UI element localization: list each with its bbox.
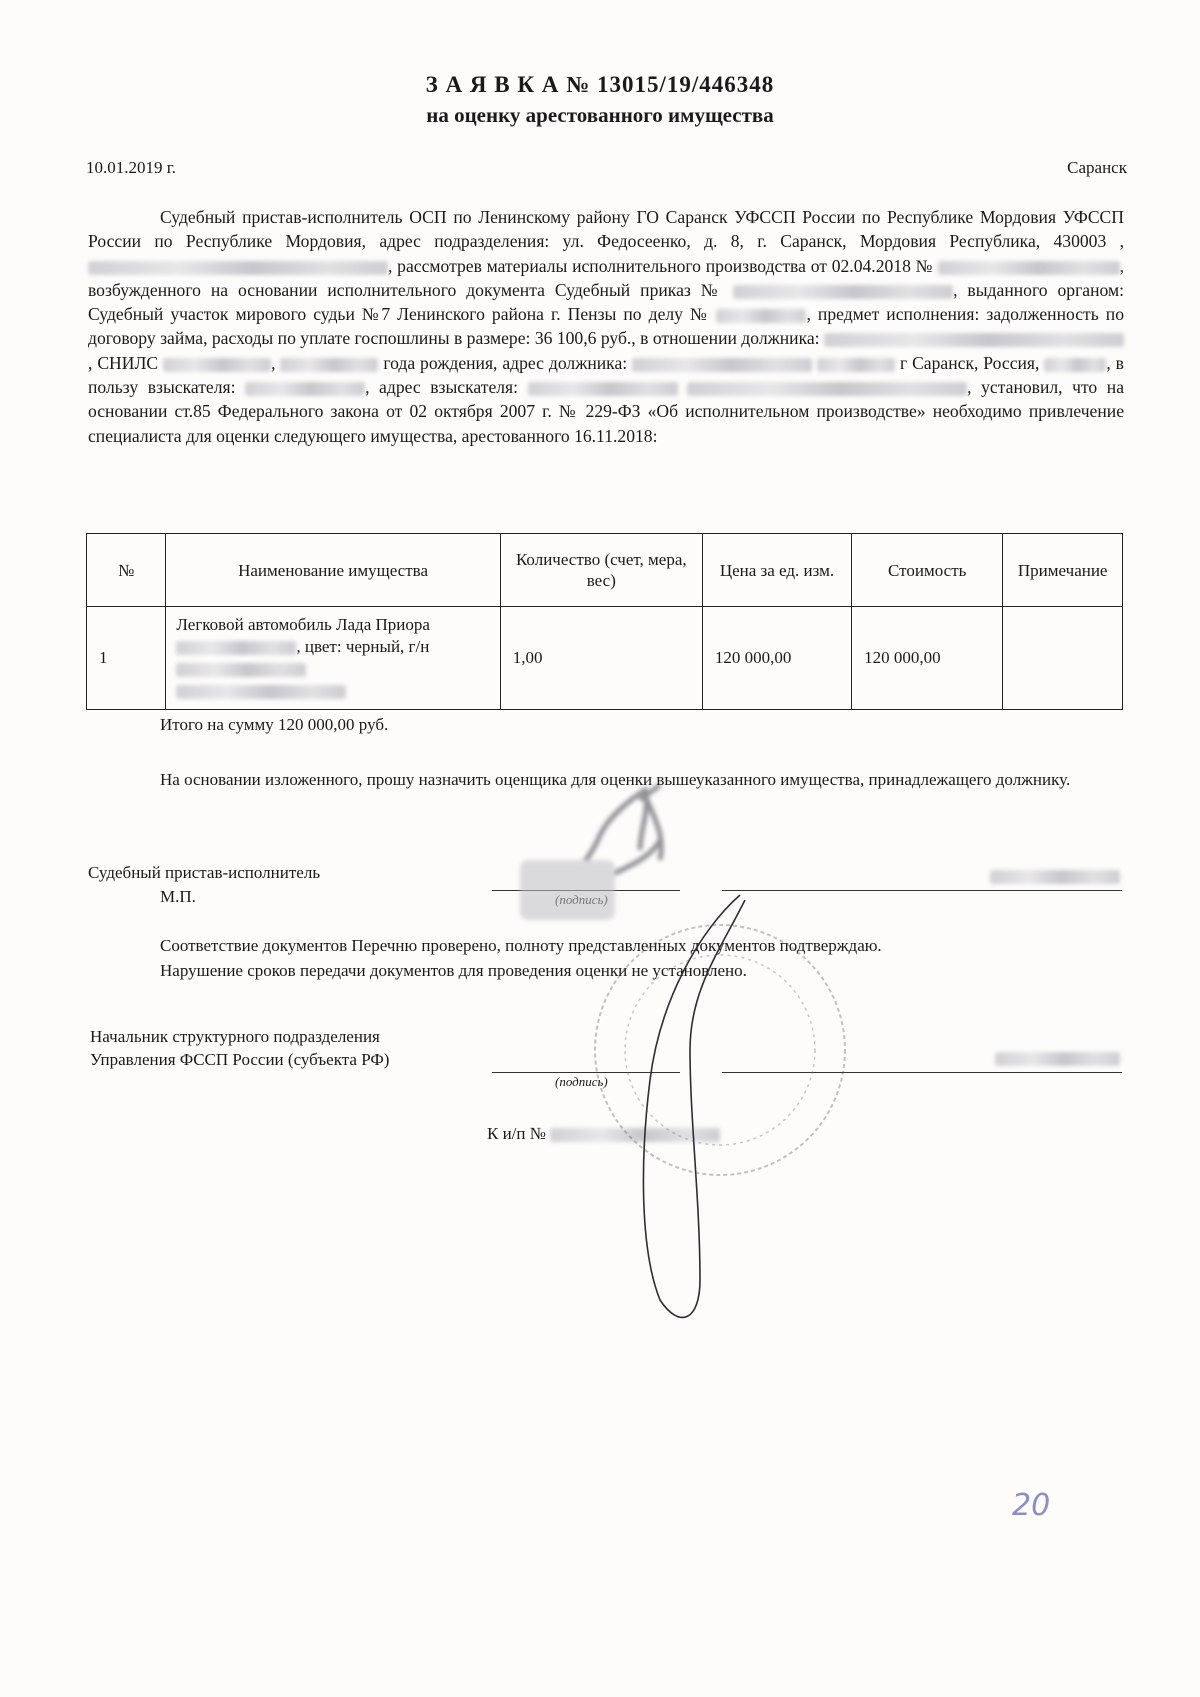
signature2-role-line1: Начальник структурного подразделения [90, 1027, 380, 1046]
body-text-part: года рождения, адрес должника: [383, 352, 628, 373]
body-text-part: , возбужденного на основании исполнительного документа Судебный приказ № [88, 255, 1124, 300]
confirm-line1: Соответствие документов Перечню проверено, полноту представленных документов подтверждаю. [160, 936, 882, 955]
round-stamp [595, 925, 845, 1175]
cell-name-line2: , цвет: черный, г/н [296, 637, 430, 656]
cell-qty: 1,00 [500, 607, 702, 710]
kip-text: К и/п № [487, 1124, 546, 1143]
signature1-stamp: М.П. [160, 887, 196, 906]
header-price: Цена за ед. изм. [702, 534, 851, 607]
signature-scribble [520, 785, 661, 920]
body-text-part: , рассмотрев материалы исполнительного производства от 02.04.2018 № [388, 255, 933, 276]
body-text-part: , выданного органом: Судебный участок мирового судьи №7 Ленинского района г. Пензы по делу № [88, 279, 1124, 325]
signature2-role-line2: Управления ФССП России (субъекта РФ) [90, 1050, 390, 1069]
header-qty: Количество (счет, мера, вес) [500, 534, 702, 607]
document-city: Саранск [1067, 158, 1127, 177]
total-sum: Итого на сумму 120 000,00 руб. [160, 715, 389, 734]
body-text-part: , установил, что на основании ст.85 Федерального закона от 02 октября 2007 г. № 229-ФЗ «Об исполнительном производстве» необходимо привлечение специалиста для оценки следующего имущества, арестованного 16.11.2018: [88, 377, 1125, 446]
body-paragraph: Судебный пристав-исполнитель ОСП по Ленинскому району ГО Саранск УФССП России по Республике Мордовия УФССП России по Республике Мордовия, адрес подразделения: ул. Федосеенко, д. 8, г. Саранск, Мордовия Республика, 430003 , , рассмотрев материалы исполнительного производства от 02.04.2018 № , возбужденного на основании исполнительного документа Судебный приказ № , выданного органом: Судебный участок мирового судьи №7 Ленинского района г. Пензы по делу № , предмет исполнения: задолженность по договору займа, расходы по уплате госпошлины в размере: 36 100,6 руб., в отношении должника: , СНИЛС , года рождения, адрес должника: г Саранск, Россия, , в пользу взыскателя: , адрес взыскателя: , установил, что на основании ст.85 Федерального закона от 02 октября 2007 г. № 229-ФЗ «Об исполнительном производстве» необходимо привлечение специалиста для оценки следующего имущества, арестованного 16.11.2018: [88, 207, 1125, 446]
document-date: 10.01.2019 г. [86, 158, 177, 177]
cell-cost: 120 000,00 [852, 607, 1003, 710]
request-paragraph: На основании изложенного, прошу назначить оценщика для оценки вышеуказанного имущества, принадлежащего должнику. [160, 770, 1071, 789]
body-text-part: , СНИЛС [88, 352, 159, 373]
body-text-part: , в пользу взыскателя: [88, 352, 1124, 398]
cell-price: 120 000,00 [702, 607, 851, 710]
body-text-part: , адрес взыскателя: [365, 377, 519, 398]
document-subtitle: на оценку арестованного имущества [426, 103, 774, 127]
header-name: Наименование имущества [166, 534, 500, 607]
header-num: № [87, 534, 166, 607]
body-text-part: , предмет исполнения: задолженность по договору займа, расходы по уплате госпошлины в размере: 36 100,6 руб., в отношении должника: [88, 304, 1124, 349]
handwritten-page-number: 20 [1012, 1488, 1051, 1523]
confirm-line2: Нарушение сроков передачи документов для проведения оценки не установлено. [160, 961, 747, 980]
body-text-part: г Саранск, Россия, [899, 352, 1040, 373]
document-title: З А Я В К А № 13015/19/446348 [425, 72, 775, 97]
cell-num: 1 [87, 607, 166, 710]
signature1-role: Судебный пристав-исполнитель [88, 863, 321, 882]
header-cost: Стоимость [852, 534, 1003, 607]
body-text-part: Судебный пристав-исполнитель ОСП по Ленинскому району ГО Саранск УФССП России по Республике Мордовия УФССП России по Республике Мордовия, адрес подразделения: ул. Федосеенко, д. 8, г. Саранск, Мордовия Республика, 430003 , [88, 207, 1124, 252]
header-note: Примечание [1003, 534, 1123, 607]
signature2-caption: (подпись) [555, 1074, 608, 1089]
cell-name-line1: Легковой автомобиль Лада Приора [176, 615, 430, 634]
